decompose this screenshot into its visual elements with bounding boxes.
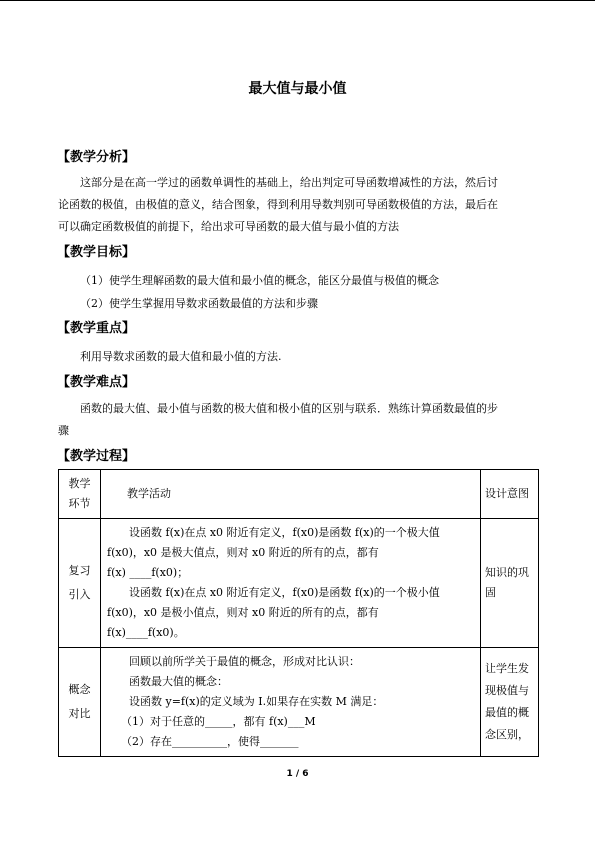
activity-line: f(x)____f(x0)。 xyxy=(107,626,185,639)
analysis-line-1: 这部分是在高一学过的函数单调性的基础上，给出判定可导函数增减性的方法，然后讨 xyxy=(80,176,498,189)
activity-line: f(x0)，x0 是极大值点，则对 x0 附近的所有的点，都有 xyxy=(107,546,379,559)
intent-cell xyxy=(481,648,539,757)
intent-line: 现极值与 xyxy=(485,684,529,697)
heading-key-points: 【教学重点】 xyxy=(57,321,136,336)
difficulties-line-2: 骤 xyxy=(58,424,69,437)
stage-line-2: 对比 xyxy=(68,707,91,720)
teaching-process-table xyxy=(58,469,539,757)
difficulties-paragraph xyxy=(58,398,538,442)
analysis-line-3: 可以确定函数极值的前提下，给出求可导函数的最大值与最小值的方法 xyxy=(58,220,399,233)
activity-line: 设函数 y=f(x)的定义域为 I.如果存在实数 M 满足： xyxy=(129,695,384,708)
table-row xyxy=(59,519,539,648)
activity-line: 设函数 f(x)在点 x0 附近有定义，f(x0)是函数 f(x)的一个极小值 xyxy=(129,586,440,599)
header-stage-line-1: 教学 xyxy=(68,477,91,490)
activity-line: 回顾以前所学关于最值的概念，形成对比认识： xyxy=(129,655,360,668)
stage-cell xyxy=(59,519,101,648)
stage-line-2: 引入 xyxy=(68,588,91,601)
intent-line: 最值的概 xyxy=(485,706,529,719)
header-activity-cell: 教学活动 xyxy=(101,470,481,519)
intent-cell xyxy=(481,519,539,648)
goal-item-2: （2）使学生掌握用导数求函数最值的方法和步骤 xyxy=(80,297,318,310)
stage-cell xyxy=(59,648,101,757)
table-row xyxy=(59,648,539,757)
analysis-line-2: 论函数的极值，由极值的意义，结合图象，得到利用导数判别可导函数极值的方法，最后在 xyxy=(58,198,498,211)
heading-goals: 【教学目标】 xyxy=(57,245,136,260)
activity-line: f(x) ____f(x0)； xyxy=(107,566,189,579)
page-number: 1 / 6 xyxy=(286,769,309,779)
activity-line: 函数最大值的概念： xyxy=(129,675,228,688)
goal-item-1: （1）使学生理解函数的最大值和最小值的概念，能区分最值与极值的概念 xyxy=(80,274,439,287)
intent-line-1: 知识的巩 xyxy=(485,566,529,579)
heading-process: 【教学过程】 xyxy=(57,449,136,464)
header-rule xyxy=(0,0,595,1)
activity-line: 设函数 f(x)在点 x0 附近有定义，f(x0)是函数 f(x)的一个极大值 xyxy=(129,526,440,539)
activity-cell xyxy=(101,519,481,648)
page-title: 最大值与最小值 xyxy=(248,81,347,97)
difficulties-line-1: 函数的最大值、最小值与函数的极大值和极小值的区别与联系．熟练计算函数最值的步 xyxy=(80,402,498,415)
heading-analysis: 【教学分析】 xyxy=(57,150,136,165)
stage-line-1: 复习 xyxy=(68,564,91,577)
intent-line-2: 固 xyxy=(485,586,496,599)
stage-line-1: 概念 xyxy=(68,683,91,696)
activity-line: （2）存在__________，使得_______ xyxy=(121,735,299,748)
header-stage-line-2: 环节 xyxy=(68,497,91,510)
intent-line: 让学生发 xyxy=(485,662,529,675)
analysis-paragraph xyxy=(58,172,538,238)
header-intent-cell: 设计意图 xyxy=(481,470,539,519)
table-header-row xyxy=(59,470,539,519)
header-stage-cell xyxy=(59,470,101,519)
activity-line: f(x0)，x0 是极小值点，则对 x0 附近的所有的点，都有 xyxy=(107,606,379,619)
heading-difficulties: 【教学难点】 xyxy=(57,375,136,390)
activity-line: （1）对于任意的_____，都有 f(x)___M xyxy=(121,715,316,728)
intent-line: 念区别， xyxy=(485,728,529,741)
key-points-text: 利用导数求函数的最大值和最小值的方法. xyxy=(80,350,282,363)
activity-cell xyxy=(101,648,481,757)
